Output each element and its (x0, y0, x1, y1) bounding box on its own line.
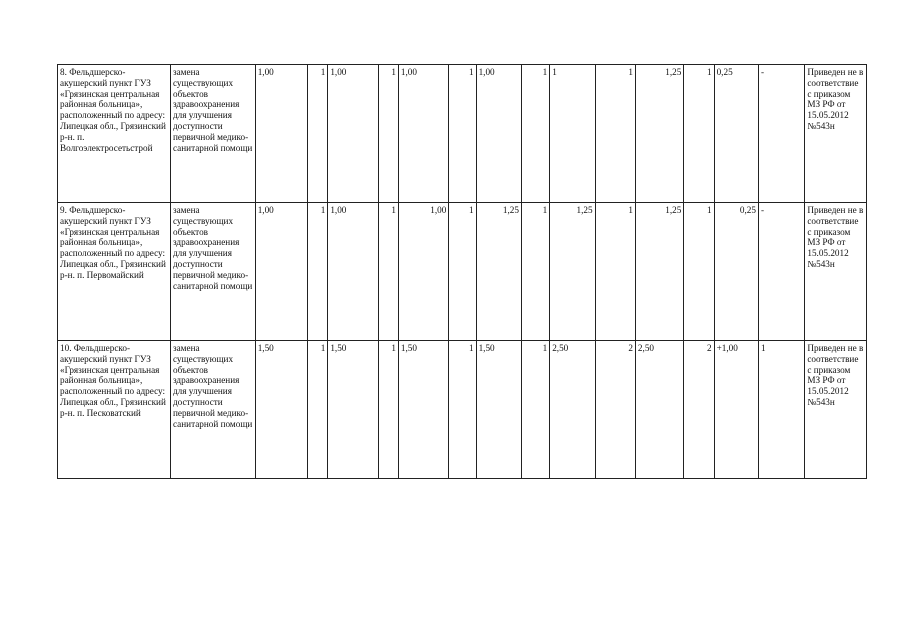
fap-table (57, 64, 867, 479)
difference-count-cell: - (758, 65, 804, 203)
count-cell: 1 (449, 203, 476, 341)
value-cell: 1,50 (328, 341, 378, 479)
count-cell: 2 (684, 341, 714, 479)
value-cell: 1,50 (255, 341, 307, 479)
difference-cell: +1,00 (714, 341, 758, 479)
count-cell: 1 (521, 341, 549, 479)
value-cell: 1 (550, 65, 595, 203)
difference-count-cell: - (758, 203, 804, 341)
count-cell: 1 (378, 65, 398, 203)
value-cell: 1,00 (328, 65, 378, 203)
value-cell: 1,00 (328, 203, 378, 341)
count-cell: 1 (308, 203, 328, 341)
purpose-cell: замена существующих объектов здравоохранения для улучшения доступности первичной медико-санитарной помощи (170, 203, 255, 341)
count-cell: 1 (684, 65, 714, 203)
value-cell: 1,50 (398, 341, 448, 479)
count-cell: 1 (378, 203, 398, 341)
count-cell: 1 (595, 65, 635, 203)
note-cell: Приведен не в соответствие с приказом МЗ РФ от 15.05.2012 №543н (805, 341, 867, 479)
purpose-cell: замена существующих объектов здравоохранения для улучшения доступности первичной медико-санитарной помощи (170, 65, 255, 203)
count-cell: 1 (308, 65, 328, 203)
value-cell: 1,00 (476, 65, 521, 203)
value-cell: 1,00 (398, 203, 448, 341)
count-cell: 1 (449, 65, 476, 203)
facility-name-cell: 8. Фельдшерско-акушерский пункт ГУЗ «Грязинская центральная районная больница», расположенный по адресу: Липецкая обл., Грязинский р-н. п. Волгоэлектросетьстрой (58, 65, 171, 203)
note-cell: Приведен не в соответствие с приказом МЗ РФ от 15.05.2012 №543н (805, 65, 867, 203)
count-cell: 1 (308, 341, 328, 479)
facility-name-cell: 9. Фельдшерско-акушерский пункт ГУЗ «Грязинская центральная районная больница», расположенный по адресу: Липецкая обл., Грязинский р-н. п. Первомайский (58, 203, 171, 341)
table-row (58, 203, 867, 341)
value-cell: 1,25 (550, 203, 595, 341)
count-cell: 1 (521, 203, 549, 341)
value-cell: 1,25 (635, 203, 683, 341)
value-cell: 2,50 (635, 341, 683, 479)
count-cell: 1 (595, 203, 635, 341)
difference-count-cell: 1 (758, 341, 804, 479)
value-cell: 1,00 (398, 65, 448, 203)
note-cell: Приведен не в соответствие с приказом МЗ РФ от 15.05.2012 №543н (805, 203, 867, 341)
count-cell: 2 (595, 341, 635, 479)
facility-name-cell: 10. Фельдшерско-акушерский пункт ГУЗ «Грязинская центральная районная больница», расположенный по адресу: Липецкая обл., Грязинский р-н. п. Песковатский (58, 341, 171, 479)
difference-cell: 0,25 (714, 65, 758, 203)
table-row (58, 65, 867, 203)
value-cell: 1,25 (476, 203, 521, 341)
difference-cell: 0,25 (714, 203, 758, 341)
value-cell: 1,00 (255, 203, 307, 341)
value-cell: 1,25 (635, 65, 683, 203)
value-cell: 1,50 (476, 341, 521, 479)
count-cell: 1 (684, 203, 714, 341)
value-cell: 2,50 (550, 341, 595, 479)
count-cell: 1 (449, 341, 476, 479)
value-cell: 1,00 (255, 65, 307, 203)
count-cell: 1 (378, 341, 398, 479)
count-cell: 1 (521, 65, 549, 203)
purpose-cell: замена существующих объектов здравоохранения для улучшения доступности первичной медико-санитарной помощи (170, 341, 255, 479)
table-row (58, 341, 867, 479)
